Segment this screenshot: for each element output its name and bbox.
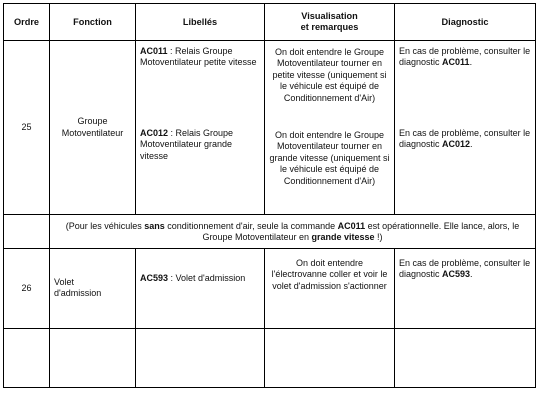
fonction-26-line2: d'admission <box>54 288 102 299</box>
notice-part: est opérationnelle. Elle lance, alors, le Groupe Motoventilateur en <box>202 221 520 243</box>
notice-spacer <box>4 215 50 249</box>
fonction-25 <box>50 41 136 215</box>
header-visualisation-line1: Visualisation <box>301 11 358 21</box>
ordre-25: 25 <box>4 41 50 215</box>
visualisation-ac593: On doit entendre l'électrovanne coller et voir le volet d'admission s'actionner <box>271 257 388 291</box>
diagnostic-table-page <box>3 3 535 404</box>
header-row <box>4 4 536 41</box>
diagnostic-end: . <box>470 269 473 280</box>
libelle-ac593 <box>136 249 264 287</box>
diagnostic-end: . <box>470 139 473 150</box>
header-fonction: Fonction <box>50 4 136 41</box>
visualisation-26 <box>265 248 395 328</box>
libelle-code: AC012 <box>140 128 169 138</box>
notice-bold: AC011 <box>337 221 366 231</box>
libelles-25 <box>136 41 265 215</box>
empty-cell <box>136 328 265 387</box>
notice-text <box>50 215 536 249</box>
fonction-26-line1: Volet <box>54 276 75 287</box>
diagnostic-code: AC593 <box>442 269 471 280</box>
libelle-ac012 <box>136 123 264 212</box>
notice-bold: grande vitesse <box>311 232 375 243</box>
ordre-26: 26 <box>4 248 50 328</box>
header-visualisation-line2: et remarques <box>300 22 359 32</box>
header-visualisation <box>265 4 395 41</box>
visualisation-ac012: On doit entendre le Groupe Motoventilateur tourner en grande vitesse (uniquement si le véhicule est équipé de Conditionnement d'Air) <box>269 130 390 186</box>
diagnostic-ac012 <box>395 123 535 212</box>
libelle-ac011 <box>136 41 264 123</box>
libelle-text: : Relais Groupe Motoventilateur grande vitesse <box>140 128 234 161</box>
diagnostic-ac011 <box>395 41 535 123</box>
empty-cell <box>50 328 136 387</box>
header-diagnostic: Diagnostic <box>395 4 536 41</box>
notice-bold: sans <box>144 221 165 231</box>
empty-cell <box>395 328 536 387</box>
visualisation-25 <box>265 41 395 215</box>
notice-part: !) <box>374 232 383 243</box>
diagnostic-text: En cas de problème, consulter le diagnostic <box>399 257 531 280</box>
libelle-code: AC011 <box>140 46 168 56</box>
fonction-25-line1: Groupe <box>77 116 108 127</box>
header-ordre: Ordre <box>4 4 50 41</box>
diagnostic-text: En cas de problème, consulter le diagnostic <box>399 46 531 68</box>
diagnostic-table <box>3 3 536 388</box>
diagnostic-25 <box>395 41 536 215</box>
header-libelles: Libellés <box>136 4 265 41</box>
diagnostic-ac593 <box>395 249 535 281</box>
table-row-empty <box>4 328 536 387</box>
libelle-text: : Relais Groupe Motoventilateur petite vitesse <box>140 46 257 68</box>
fonction-26 <box>50 248 136 328</box>
table-row-26 <box>4 248 536 328</box>
diagnostic-code: AC012 <box>442 139 471 150</box>
libelles-26 <box>136 248 265 328</box>
table-row-25 <box>4 41 536 215</box>
diagnostic-text: En cas de problème, consulter le diagnostic <box>399 128 531 150</box>
empty-cell <box>4 328 50 387</box>
visualisation-ac011: On doit entendre le Groupe Motoventilateur tourner en petite vitesse (uniquement si le véhicule est équipé de Conditionnement d'Air) <box>272 47 387 103</box>
notice-row <box>4 215 536 249</box>
libelle-code: AC593 <box>140 272 169 283</box>
diagnostic-26 <box>395 248 536 328</box>
libelle-text: : Volet d'admission <box>168 272 246 283</box>
notice-part: conditionnement d'air, seule la commande <box>164 221 338 231</box>
fonction-25-line2: Motoventilateur <box>61 127 124 138</box>
diagnostic-end: . <box>469 57 473 68</box>
notice-part: (Pour les véhicules <box>65 221 145 231</box>
empty-cell <box>265 328 395 387</box>
diagnostic-code: AC011 <box>442 57 470 68</box>
